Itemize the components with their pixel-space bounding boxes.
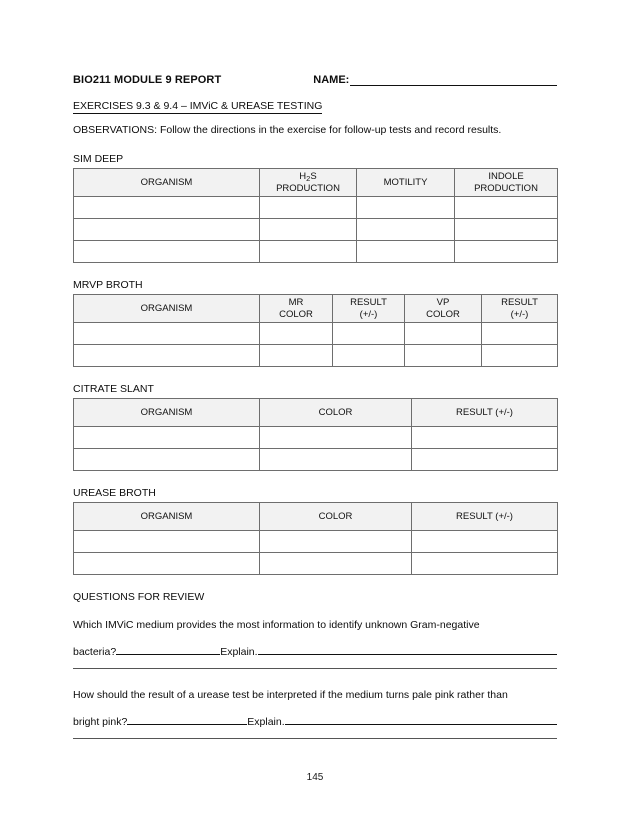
- column-header-vp-result: RESULT (+/-): [482, 295, 558, 323]
- page-title: BIO211 MODULE 9 REPORT: [73, 74, 222, 86]
- table-mrvp-broth: [73, 294, 558, 367]
- question-1-prompt: Which IMViC medium provides the most information to identify unknown Gram-negative: [73, 619, 480, 631]
- exercise-heading-text: EXERCISES 9.3 & 9.4 – IMViC & UREASE TESTING: [73, 100, 323, 112]
- table-cell[interactable]: [412, 553, 558, 575]
- table-cell[interactable]: [260, 449, 412, 471]
- questions-section-title: QUESTIONS FOR REVIEW: [73, 591, 205, 603]
- table-cell[interactable]: [74, 197, 260, 219]
- table-row: [74, 241, 558, 263]
- table-cell[interactable]: [405, 345, 482, 367]
- question-2-lead: bright pink?: [73, 716, 128, 728]
- column-header-indole-production: INDOLE PRODUCTION: [455, 169, 558, 197]
- table-cell[interactable]: [74, 531, 260, 553]
- table-cell[interactable]: [74, 219, 260, 241]
- table-cell[interactable]: [260, 241, 357, 263]
- table-cell[interactable]: [405, 323, 482, 345]
- table-cell[interactable]: [357, 197, 455, 219]
- table-row: [74, 219, 558, 241]
- question-1-explain-blank[interactable]: [258, 643, 557, 655]
- column-header-organism: ORGANISM: [74, 295, 260, 323]
- table-cell[interactable]: [74, 553, 260, 575]
- table-cell[interactable]: [412, 449, 558, 471]
- table-row: [74, 323, 558, 345]
- table-label-urease-broth: UREASE BROTH: [73, 487, 156, 499]
- column-header-mr-color: MR COLOR: [260, 295, 333, 323]
- table-cell[interactable]: [260, 553, 412, 575]
- table-cell[interactable]: [455, 219, 558, 241]
- name-field-group: [313, 73, 557, 86]
- table-header-row: [74, 399, 558, 427]
- question-2-explain-label: Explain.: [247, 716, 285, 728]
- table-header-row: [74, 169, 558, 197]
- table-cell[interactable]: [260, 427, 412, 449]
- question-1-answer-blank[interactable]: [116, 643, 220, 655]
- question-2-prompt: How should the result of a urease test be interpreted if the medium turns pale pink rather than: [73, 689, 508, 701]
- table-row: [74, 197, 558, 219]
- column-header-organism: ORGANISM: [74, 169, 260, 197]
- table-citrate-slant: [73, 398, 558, 471]
- question-1-lead: bacteria?: [73, 646, 117, 658]
- column-header-organism: ORGANISM: [74, 503, 260, 531]
- table-cell[interactable]: [74, 241, 260, 263]
- table-cell[interactable]: [260, 531, 412, 553]
- column-header-result: RESULT (+/-): [412, 503, 558, 531]
- table-cell[interactable]: [455, 197, 558, 219]
- question-1-explain-label: Explain.: [220, 646, 258, 658]
- table-row: [74, 449, 558, 471]
- table-header-row: [74, 295, 558, 323]
- name-input-line[interactable]: [350, 73, 557, 86]
- table-cell[interactable]: [333, 345, 405, 367]
- table-cell[interactable]: [412, 427, 558, 449]
- column-header-h2s-production: $H_2S$ PRODUCTION: [260, 169, 357, 197]
- name-label: NAME:: [313, 74, 350, 86]
- table-label-mrvp-broth: MRVP BROTH: [73, 279, 143, 291]
- question-1-answer-row: [73, 643, 557, 658]
- page-number: 145: [306, 772, 324, 783]
- table-row: [74, 531, 558, 553]
- question-2-extra-line[interactable]: [73, 737, 557, 739]
- question-1-extra-line[interactable]: [73, 667, 557, 669]
- exercise-heading: [73, 100, 557, 112]
- column-header-color: COLOR: [260, 399, 412, 427]
- table-cell[interactable]: [260, 323, 333, 345]
- column-header-color: COLOR: [260, 503, 412, 531]
- table-row: [74, 553, 558, 575]
- table-urease-broth: [73, 502, 558, 575]
- table-cell[interactable]: [260, 219, 357, 241]
- question-2-answer-row: [73, 713, 557, 728]
- table-row: [74, 345, 558, 367]
- table-cell[interactable]: [74, 449, 260, 471]
- question-2-explain-blank[interactable]: [285, 713, 557, 725]
- table-cell[interactable]: [74, 427, 260, 449]
- table-cell[interactable]: [455, 241, 558, 263]
- table-cell[interactable]: [482, 345, 558, 367]
- column-header-result: RESULT (+/-): [412, 399, 558, 427]
- table-row: [74, 427, 558, 449]
- observations-text: OBSERVATIONS: Follow the directions in the exercise for follow-up tests and record results.: [73, 124, 502, 136]
- table-cell[interactable]: [357, 241, 455, 263]
- table-cell[interactable]: [260, 197, 357, 219]
- question-2-answer-blank[interactable]: [127, 713, 247, 725]
- page-content: [73, 68, 557, 757]
- table-cell[interactable]: [412, 531, 558, 553]
- column-header-motility: MOTILITY: [357, 169, 455, 197]
- table-cell[interactable]: [260, 345, 333, 367]
- table-header-row: [74, 503, 558, 531]
- column-header-mr-result: RESULT (+/-): [333, 295, 405, 323]
- column-header-organism: ORGANISM: [74, 399, 260, 427]
- report-header: [73, 68, 557, 86]
- table-sim-deep: [73, 168, 558, 263]
- table-cell[interactable]: [357, 219, 455, 241]
- table-cell[interactable]: [74, 323, 260, 345]
- table-label-sim-deep: SIM DEEP: [73, 153, 124, 165]
- table-cell[interactable]: [333, 323, 405, 345]
- table-cell[interactable]: [482, 323, 558, 345]
- column-header-vp-color: VP COLOR: [405, 295, 482, 323]
- table-label-citrate-slant: CITRATE SLANT: [73, 383, 154, 395]
- table-cell[interactable]: [74, 345, 260, 367]
